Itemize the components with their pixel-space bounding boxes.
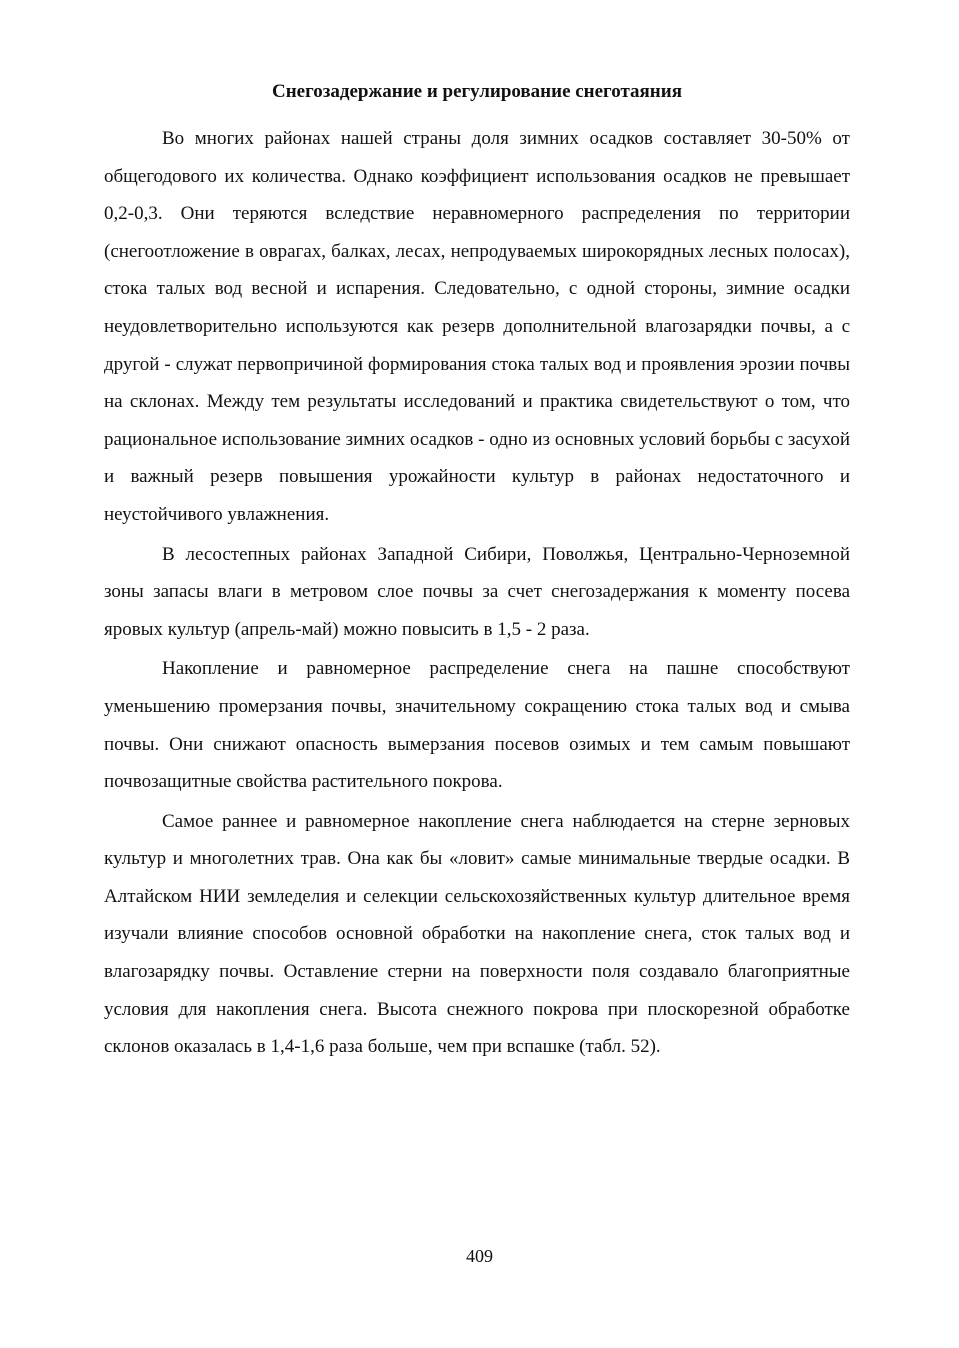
- paragraph-4: Самое раннее и равномерное накопление снега наблюдается на стерне зерновых культур и многолетних трав. Она как бы «ловит» самые минимальные твердые осадки. В Алтайском НИИ земледелия и селекции сельскохозяйственных культур длительное время изучали влияние способов основной обработки на накопление снега, сток талых вод и влагозарядку почвы. Оставление стерни на поверхности поля создавало благоприятные условия для накопления снега. Высота снежного покрова при плоскорезной обработке склонов оказалась в 1,4-1,6 раза больше, чем при вспашке (табл. 52).: [104, 810, 850, 1058]
- paragraph-1: Во многих районах нашей страны доля зимних осадков составляет 30-50% от общегодового их количества. Однако коэффициент использования осадков не превышает 0,2-0,3. Они теряются вследствие неравномерного распределения по территории (снегоотложение в оврагах, балках, лесах, непродуваемых широкорядных лесных полосах), стока талых вод весной и испарения. Следовательно, с одной стороны, зимние осадки неудовлетворительно используются как резерв дополнительной влагозарядки почвы, а с другой - служат первопричиной формирования стока талых вод и проявления эрозии почвы на склонах. Между тем результаты исследований и практика свидетельствуют о том, что рациональное использование зимних осадков - одно из основных условий борьбы с засухой и важный резерв повышения урожайности культур в районах недостаточного и неустойчивого увлажнения.: [104, 128, 850, 525]
- paragraph-3: Накопление и равномерное распределение снега на пашне способствуют уменьшению промерзания почвы, значительному сокращению стока талых вод и смыва почвы. Они снижают опасность вымерзания посевов озимых и тем самым повышают почвозащитные свойства растительного покрова.: [104, 658, 850, 793]
- page-number: 409: [466, 1246, 493, 1266]
- section-title: Снегозадержание и регулирование снеготаяния: [272, 81, 682, 102]
- paragraph-2: В лесостепных районах Западной Сибири, Поволжья, Центрально-Черноземной зоны запасы влаги в метровом слое почвы за счет снегозадержания к моменту посева яровых культур (апрель-май) можно повысить в 1,5 - 2 раза.: [104, 543, 850, 640]
- document-page: [104, 80, 850, 1068]
